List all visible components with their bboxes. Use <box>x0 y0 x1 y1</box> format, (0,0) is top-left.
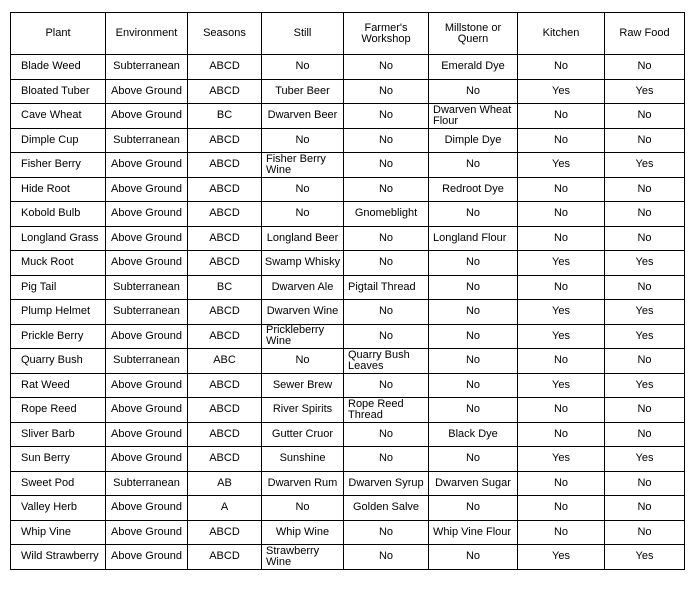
kitchen-cell: Yes <box>518 251 605 276</box>
plant-name-cell: Bloated Tuber <box>11 79 106 104</box>
raw-food-cell: Yes <box>605 373 685 398</box>
millstone-cell: Dwarven Wheat Flour <box>429 104 518 129</box>
kitchen-cell: No <box>518 422 605 447</box>
col-header-raw-food: Raw Food <box>605 13 685 55</box>
plant-name-cell: Valley Herb <box>11 496 106 521</box>
kitchen-cell: No <box>518 177 605 202</box>
millstone-cell: No <box>429 545 518 570</box>
environment-cell: Above Ground <box>106 324 188 349</box>
environment-cell: Above Ground <box>106 520 188 545</box>
kitchen-cell: No <box>518 202 605 227</box>
table-row <box>11 177 685 202</box>
raw-food-cell: No <box>605 226 685 251</box>
plant-name-cell: Sweet Pod <box>11 471 106 496</box>
still-cell: Longland Beer <box>262 226 344 251</box>
millstone-cell: Black Dye <box>429 422 518 447</box>
still-cell: No <box>262 55 344 80</box>
environment-cell: Subterranean <box>106 471 188 496</box>
raw-food-cell: No <box>605 496 685 521</box>
table-row <box>11 373 685 398</box>
kitchen-cell: No <box>518 128 605 153</box>
plant-name-cell: Whip Vine <box>11 520 106 545</box>
environment-cell: Subterranean <box>106 55 188 80</box>
environment-cell: Above Ground <box>106 177 188 202</box>
farmers-workshop-cell: Gnomeblight <box>344 202 429 227</box>
farmers-workshop-cell: No <box>344 251 429 276</box>
kitchen-cell: Yes <box>518 300 605 325</box>
still-cell: Dwarven Rum <box>262 471 344 496</box>
farmers-workshop-cell: No <box>344 55 429 80</box>
table-body <box>11 55 685 570</box>
seasons-cell: ABCD <box>188 177 262 202</box>
kitchen-cell: Yes <box>518 545 605 570</box>
environment-cell: Above Ground <box>106 373 188 398</box>
farmers-workshop-cell: No <box>344 153 429 178</box>
plant-name-cell: Quarry Bush <box>11 349 106 374</box>
still-cell: Dwarven Wine <box>262 300 344 325</box>
still-cell: Prickleberry Wine <box>262 324 344 349</box>
millstone-cell: No <box>429 398 518 423</box>
environment-cell: Subterranean <box>106 275 188 300</box>
still-cell: No <box>262 202 344 227</box>
millstone-cell: Redroot Dye <box>429 177 518 202</box>
millstone-cell: No <box>429 324 518 349</box>
environment-cell: Above Ground <box>106 398 188 423</box>
col-header-millstone-quern: Millstone or Quern <box>429 13 518 55</box>
kitchen-cell: Yes <box>518 79 605 104</box>
plant-name-cell: Kobold Bulb <box>11 202 106 227</box>
raw-food-cell: Yes <box>605 153 685 178</box>
seasons-cell: ABCD <box>188 520 262 545</box>
farmers-workshop-cell: No <box>344 226 429 251</box>
farmers-workshop-cell: No <box>344 104 429 129</box>
environment-cell: Above Ground <box>106 79 188 104</box>
farmers-workshop-cell: No <box>344 545 429 570</box>
environment-cell: Above Ground <box>106 251 188 276</box>
still-cell: Sewer Brew <box>262 373 344 398</box>
table-row <box>11 226 685 251</box>
seasons-cell: AB <box>188 471 262 496</box>
raw-food-cell: No <box>605 55 685 80</box>
kitchen-cell: No <box>518 104 605 129</box>
seasons-cell: ABCD <box>188 226 262 251</box>
farmers-workshop-cell: No <box>344 422 429 447</box>
table-row <box>11 202 685 227</box>
col-header-still: Still <box>262 13 344 55</box>
farmers-workshop-cell: No <box>344 300 429 325</box>
col-header-kitchen: Kitchen <box>518 13 605 55</box>
plant-name-cell: Plump Helmet <box>11 300 106 325</box>
millstone-cell: No <box>429 153 518 178</box>
raw-food-cell: No <box>605 520 685 545</box>
table-row <box>11 300 685 325</box>
still-cell: Dwarven Ale <box>262 275 344 300</box>
kitchen-cell: Yes <box>518 324 605 349</box>
environment-cell: Subterranean <box>106 300 188 325</box>
environment-cell: Above Ground <box>106 422 188 447</box>
plant-name-cell: Rat Weed <box>11 373 106 398</box>
seasons-cell: ABCD <box>188 251 262 276</box>
seasons-cell: A <box>188 496 262 521</box>
still-cell: Gutter Cruor <box>262 422 344 447</box>
seasons-cell: BC <box>188 104 262 129</box>
raw-food-cell: No <box>605 104 685 129</box>
still-cell: River Spirits <box>262 398 344 423</box>
millstone-cell: No <box>429 251 518 276</box>
seasons-cell: ABCD <box>188 422 262 447</box>
seasons-cell: ABCD <box>188 300 262 325</box>
farmers-workshop-cell: No <box>344 520 429 545</box>
seasons-cell: ABCD <box>188 324 262 349</box>
raw-food-cell: No <box>605 275 685 300</box>
table-row <box>11 251 685 276</box>
raw-food-cell: Yes <box>605 545 685 570</box>
farmers-workshop-cell: Quarry Bush Leaves <box>344 349 429 374</box>
plant-name-cell: Prickle Berry <box>11 324 106 349</box>
millstone-cell: No <box>429 300 518 325</box>
seasons-cell: ABC <box>188 349 262 374</box>
plant-name-cell: Rope Reed <box>11 398 106 423</box>
millstone-cell: Dwarven Sugar <box>429 471 518 496</box>
farmers-workshop-cell: No <box>344 79 429 104</box>
environment-cell: Above Ground <box>106 447 188 472</box>
still-cell: Sunshine <box>262 447 344 472</box>
farmers-workshop-cell: No <box>344 447 429 472</box>
table-row <box>11 447 685 472</box>
kitchen-cell: No <box>518 398 605 423</box>
col-header-environment: Environment <box>106 13 188 55</box>
millstone-cell: Dimple Dye <box>429 128 518 153</box>
environment-cell: Subterranean <box>106 349 188 374</box>
seasons-cell: BC <box>188 275 262 300</box>
kitchen-cell: No <box>518 471 605 496</box>
kitchen-cell: No <box>518 226 605 251</box>
plant-name-cell: Cave Wheat <box>11 104 106 129</box>
still-cell: Whip Wine <box>262 520 344 545</box>
farmers-workshop-cell: Rope Reed Thread <box>344 398 429 423</box>
plant-name-cell: Hide Root <box>11 177 106 202</box>
environment-cell: Above Ground <box>106 104 188 129</box>
seasons-cell: ABCD <box>188 79 262 104</box>
header-row <box>11 13 685 55</box>
col-header-farmers-workshop: Farmer's Workshop <box>344 13 429 55</box>
table-row <box>11 398 685 423</box>
plant-name-cell: Blade Weed <box>11 55 106 80</box>
still-cell: Dwarven Beer <box>262 104 344 129</box>
farmers-workshop-cell: No <box>344 373 429 398</box>
raw-food-cell: No <box>605 349 685 374</box>
still-cell: Strawberry Wine <box>262 545 344 570</box>
seasons-cell: ABCD <box>188 398 262 423</box>
table-row <box>11 275 685 300</box>
environment-cell: Above Ground <box>106 545 188 570</box>
plant-name-cell: Fisher Berry <box>11 153 106 178</box>
plant-name-cell: Muck Root <box>11 251 106 276</box>
raw-food-cell: Yes <box>605 447 685 472</box>
farmers-workshop-cell: No <box>344 324 429 349</box>
seasons-cell: ABCD <box>188 373 262 398</box>
kitchen-cell: No <box>518 496 605 521</box>
millstone-cell: Emerald Dye <box>429 55 518 80</box>
plant-name-cell: Sun Berry <box>11 447 106 472</box>
millstone-cell: No <box>429 496 518 521</box>
kitchen-cell: No <box>518 275 605 300</box>
table-row <box>11 349 685 374</box>
raw-food-cell: No <box>605 422 685 447</box>
seasons-cell: ABCD <box>188 447 262 472</box>
table-row <box>11 496 685 521</box>
table-row <box>11 422 685 447</box>
table-row <box>11 55 685 80</box>
table-row <box>11 104 685 129</box>
kitchen-cell: Yes <box>518 153 605 178</box>
plant-table <box>10 12 685 570</box>
millstone-cell: No <box>429 349 518 374</box>
millstone-cell: No <box>429 79 518 104</box>
kitchen-cell: No <box>518 520 605 545</box>
col-header-seasons: Seasons <box>188 13 262 55</box>
raw-food-cell: Yes <box>605 300 685 325</box>
raw-food-cell: Yes <box>605 79 685 104</box>
environment-cell: Above Ground <box>106 226 188 251</box>
millstone-cell: Longland Flour <box>429 226 518 251</box>
millstone-cell: No <box>429 202 518 227</box>
kitchen-cell: No <box>518 55 605 80</box>
raw-food-cell: No <box>605 471 685 496</box>
table-row <box>11 324 685 349</box>
raw-food-cell: No <box>605 177 685 202</box>
raw-food-cell: Yes <box>605 251 685 276</box>
plant-name-cell: Pig Tail <box>11 275 106 300</box>
still-cell: No <box>262 349 344 374</box>
table-row <box>11 471 685 496</box>
still-cell: No <box>262 177 344 202</box>
farmers-workshop-cell: Golden Salve <box>344 496 429 521</box>
plant-name-cell: Wild Strawberry <box>11 545 106 570</box>
raw-food-cell: Yes <box>605 324 685 349</box>
environment-cell: Above Ground <box>106 153 188 178</box>
seasons-cell: ABCD <box>188 545 262 570</box>
table-row <box>11 79 685 104</box>
farmers-workshop-cell: Pigtail Thread <box>344 275 429 300</box>
plant-name-cell: Longland Grass <box>11 226 106 251</box>
millstone-cell: Whip Vine Flour <box>429 520 518 545</box>
table-row <box>11 520 685 545</box>
plant-name-cell: Dimple Cup <box>11 128 106 153</box>
seasons-cell: ABCD <box>188 153 262 178</box>
still-cell: No <box>262 496 344 521</box>
plant-name-cell: Sliver Barb <box>11 422 106 447</box>
still-cell: Tuber Beer <box>262 79 344 104</box>
seasons-cell: ABCD <box>188 202 262 227</box>
raw-food-cell: No <box>605 398 685 423</box>
kitchen-cell: No <box>518 349 605 374</box>
environment-cell: Subterranean <box>106 128 188 153</box>
seasons-cell: ABCD <box>188 128 262 153</box>
still-cell: No <box>262 128 344 153</box>
still-cell: Fisher Berry Wine <box>262 153 344 178</box>
farmers-workshop-cell: Dwarven Syrup <box>344 471 429 496</box>
still-cell: Swamp Whisky <box>262 251 344 276</box>
kitchen-cell: Yes <box>518 447 605 472</box>
environment-cell: Above Ground <box>106 496 188 521</box>
farmers-workshop-cell: No <box>344 128 429 153</box>
kitchen-cell: Yes <box>518 373 605 398</box>
raw-food-cell: No <box>605 128 685 153</box>
table-row <box>11 128 685 153</box>
environment-cell: Above Ground <box>106 202 188 227</box>
table-row <box>11 153 685 178</box>
seasons-cell: ABCD <box>188 55 262 80</box>
farmers-workshop-cell: No <box>344 177 429 202</box>
raw-food-cell: No <box>605 202 685 227</box>
table-row <box>11 545 685 570</box>
col-header-plant: Plant <box>11 13 106 55</box>
millstone-cell: No <box>429 275 518 300</box>
millstone-cell: No <box>429 447 518 472</box>
millstone-cell: No <box>429 373 518 398</box>
